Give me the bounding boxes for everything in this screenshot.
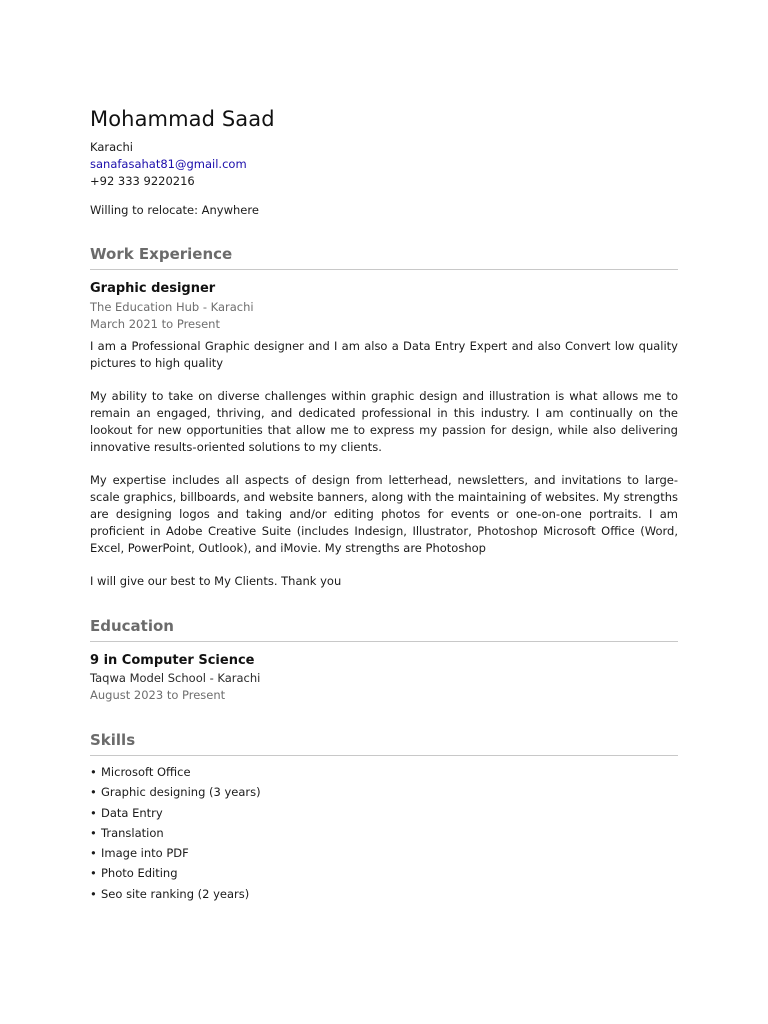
education-dates: August 2023 to Present bbox=[90, 688, 226, 702]
relocate-text: Willing to relocate: Anywhere bbox=[90, 203, 259, 217]
phone-text: +92 333 9220216 bbox=[90, 174, 195, 188]
candidate-name: Mohammad Saad bbox=[90, 107, 275, 131]
skill-item bbox=[90, 845, 261, 865]
skills-list bbox=[90, 764, 261, 906]
school-text: Taqwa Model School - Karachi bbox=[90, 671, 261, 685]
bullet-icon: • bbox=[90, 825, 97, 840]
skill-item bbox=[90, 805, 261, 825]
skill-label: Photo Editing bbox=[101, 866, 178, 881]
location-text: Karachi bbox=[90, 140, 133, 154]
skill-item bbox=[90, 825, 261, 845]
email-line bbox=[90, 156, 247, 173]
skill-label: Translation bbox=[101, 825, 164, 840]
skill-item bbox=[90, 764, 261, 784]
bullet-icon: • bbox=[90, 765, 97, 779]
skill-label: Data Entry bbox=[101, 805, 163, 820]
skill-label: Image into PDF bbox=[101, 846, 189, 861]
job-description-paragraph-4: I will give our best to My Clients. Thank you bbox=[90, 574, 342, 588]
job-description-paragraph-3: My expertise includes all aspects of design from letterhead, newsletters, and invitations to large-scale graphics, billboards, and website banners, along with the maintaining of websites. My strengths are designing logos and taking and/or editing photos for events or one-on-one portraits. I am proficient in Adobe Creative Suite (includes Indesign, Illustrator, Photoshop Microsoft Office (Word, Excel, PowerPoint, Outlook), and iMovie. My strengths are Photoshop bbox=[90, 473, 678, 555]
skill-item bbox=[90, 784, 261, 804]
degree-title: 9 in Computer Science bbox=[90, 653, 255, 668]
skills-heading: Skills bbox=[90, 731, 678, 756]
education-heading: Education bbox=[90, 617, 678, 642]
bullet-icon: • bbox=[90, 805, 97, 820]
skill-label: Graphic designing (3 years) bbox=[101, 785, 261, 800]
skill-item bbox=[90, 865, 261, 885]
bullet-icon: • bbox=[90, 785, 97, 800]
skill-item bbox=[90, 886, 261, 906]
bullet-icon: • bbox=[90, 846, 97, 861]
job-description-paragraph-2: My ability to take on diverse challenges within graphic design and illustration is what allows me to remain an engaged, thriving, and dedicated professional in this industry. I am continually on the lookout for new opportunities that allow me to express my passion for design, while also delivering innovative results-oriented solutions to my clients. bbox=[90, 389, 678, 454]
skill-label: Microsoft Office bbox=[101, 765, 191, 779]
skill-label: Seo site ranking (2 years) bbox=[101, 886, 250, 901]
bullet-icon: • bbox=[90, 866, 97, 881]
job-title: Graphic designer bbox=[90, 281, 216, 296]
company-text: The Education Hub - Karachi bbox=[90, 300, 254, 314]
email-link[interactable]: sanafasahat81@gmail.com bbox=[90, 157, 247, 171]
job-description-paragraph-1: I am a Professional Graphic designer and I am also a Data Entry Expert and also Convert low quality pictures to high quality bbox=[90, 339, 678, 370]
bullet-icon: • bbox=[90, 886, 97, 901]
job-dates: March 2021 to Present bbox=[90, 317, 220, 331]
work-experience-heading: Work Experience bbox=[90, 245, 678, 270]
